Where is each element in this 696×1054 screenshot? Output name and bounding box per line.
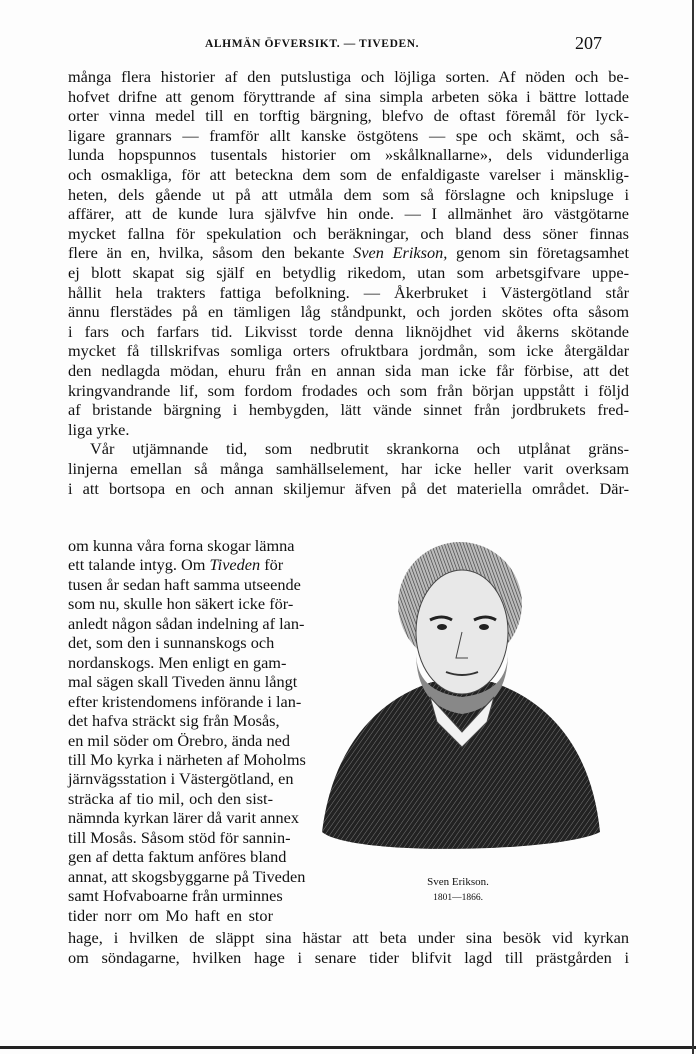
text-line — [68, 866, 306, 886]
page-edge-right — [692, 0, 694, 1054]
text-line — [68, 808, 299, 828]
text-line — [68, 749, 306, 769]
text-line — [68, 847, 287, 867]
line-text: många flera historier af den putslustiga och löjliga sorten. Af nöden och be- — [68, 67, 629, 86]
line-text: orter vinna medel till en torftig bärgning, blefvo de oftast föremål för lyck- — [68, 106, 629, 126]
text-line — [68, 574, 301, 594]
italic-name: Sven Erikson, — [353, 243, 448, 263]
text-line — [68, 439, 629, 458]
text-line — [68, 400, 629, 419]
line-text: Vår utjämnande tid, som nedbrutit skrankorna och utplånat gräns- — [90, 439, 629, 459]
line-text: järnvägsstation i Västergötland, en — [68, 769, 294, 789]
line-text: linjerna emellan så många samhällselement, har icke heller varit overksam — [68, 459, 629, 478]
line-text: flere än en, hvilka, såsom den bekante — [68, 243, 354, 263]
text-line — [68, 536, 295, 555]
text-line — [68, 789, 273, 808]
text-line — [68, 672, 298, 692]
line-text: det, som den i sunnanskogs och — [68, 633, 275, 653]
line-text: en mil söder om Örebro, ända ned — [68, 730, 290, 750]
text-line — [68, 145, 629, 164]
text-line — [68, 165, 629, 184]
portrait-engraving — [312, 532, 604, 867]
text-line — [68, 459, 629, 478]
line-text: den nedlagda mödan, ehuru från en annan sida man icke får förbise, att det — [68, 361, 629, 380]
text-line — [68, 420, 629, 439]
line-text: kringvandrande lif, som fordom frodades och som från början uppstått i följd — [68, 380, 629, 400]
line-text: hofvet drifne att genom föryttrande af sina simpla arbeten söka i bättre lottade — [68, 86, 629, 106]
text-line — [68, 67, 629, 86]
line-text: för — [260, 555, 284, 575]
line-text: lunda hopspunnos tusentals historier om »skålknallarne», dels vidunderliga — [68, 145, 629, 165]
text-line — [68, 283, 629, 302]
page-number: 207 — [575, 33, 602, 53]
line-text: efter kristendomens införande i lan- — [68, 691, 302, 711]
line-text: om söndagarne, hvilken hage i senare tider blifvit lagd till prästgården i — [68, 947, 629, 967]
line-text: tusen år sedan haft samma utseende — [68, 574, 301, 594]
line-text: till Mo kyrka i närheten af Moholms — [68, 749, 306, 769]
line-text: annat, att skogsbyggarne på Tiveden — [68, 866, 306, 886]
text-line — [68, 594, 294, 614]
text-line — [68, 204, 629, 223]
text-line — [68, 827, 291, 847]
line-text: anledt någon sådan indelning af lan- — [68, 613, 305, 633]
line-text: genom sin företagsamhet — [447, 243, 629, 263]
text-line — [68, 479, 629, 498]
line-text: samt Hofvaboarne från urminnes — [68, 886, 283, 906]
figure-caption-name: Sven Erikson. — [427, 876, 489, 888]
line-text: ännu flerstädes på en tämligen låg ståndpunkt, och jorden skötes ofta såsom — [68, 302, 629, 322]
text-line — [68, 106, 629, 125]
line-text: mal sägen skall Tiveden ännu långt — [68, 672, 298, 692]
line-text: affärer, att de kunde lura självfve hin onde. — I allmänhet äro västgötarne — [68, 204, 629, 224]
line-text: hållit hela trakters fattiga befolkning. — Åkerbruket i Västergötland står — [68, 282, 629, 302]
line-text: sträcka af tio mil, och den sist- — [68, 788, 273, 808]
text-line — [68, 361, 629, 380]
text-line — [68, 691, 302, 711]
line-text: mycket fallna för spekulation och beräkningar, och bland dess söner finnas — [68, 223, 629, 243]
text-line — [68, 381, 629, 400]
page-edge-bottom — [0, 1046, 696, 1049]
line-text: gen af detta faktum anföres bland — [68, 847, 287, 867]
text-line — [68, 263, 629, 282]
text-line — [68, 224, 629, 243]
line-text: hage, i hvilken de släppt sina hästar att beta under sina besök vid kyrkan — [68, 928, 629, 947]
line-text: mycket få tillskrifvas somliga orters ofruktbara jordmån, som icke återgäldar — [68, 341, 629, 361]
line-text: i fars och farfars tid. Likvisst torde denna liknöjdhet vid åkerns skötande — [68, 321, 629, 341]
line-text: som nu, skulle hon säkert icke för- — [68, 594, 294, 614]
running-head: ALHMÄN ÖFVERSIKT. — TIVEDEN. — [205, 38, 420, 50]
text-line — [68, 928, 629, 947]
line-text: i att bortsopa en och annan skiljemur äfven på det materiella området. Där- — [68, 478, 629, 498]
text-line — [68, 906, 273, 925]
text-line — [68, 633, 273, 652]
line-text: tider norr om Mo haft en stor — [68, 905, 273, 925]
text-line — [68, 302, 629, 321]
line-text: och osmakliga, för att beteckna dem som de enfaldigaste varelser i mänsklig- — [68, 165, 629, 184]
text-line — [68, 948, 629, 967]
text-line — [68, 730, 290, 750]
text-line — [68, 185, 629, 204]
line-text: heten, dels gående ut på att utmåla dem som så förslagne och knipsluge i — [68, 184, 629, 204]
text-line — [68, 126, 629, 145]
text-line — [68, 555, 284, 575]
line-text: ett talande intyg. Om — [68, 555, 210, 575]
text-line — [68, 341, 629, 360]
line-text: det hafva sträckt sig från Mosås, — [68, 711, 280, 731]
text-line — [68, 769, 294, 789]
text-line — [68, 652, 287, 672]
line-text: nordanskogs. Men enligt en gam- — [68, 652, 287, 672]
text-line — [68, 322, 629, 341]
line-text: om kunna våra forna skogar lämna — [68, 536, 295, 555]
line-text: ligare grannars — framför allt kanske östgötens — spe och skämt, och så- — [68, 125, 629, 145]
text-line — [68, 711, 280, 731]
italic-name: Tiveden — [209, 555, 261, 575]
figure-caption-years: 1801—1866. — [433, 893, 483, 903]
text-line — [68, 87, 629, 106]
text-line — [68, 243, 629, 262]
line-text: nämnda kyrkan lärer då varit annex — [68, 808, 299, 828]
line-text: till Mosås. Såsom stöd för sannin- — [68, 827, 291, 847]
text-line — [68, 613, 305, 633]
line-text: af bristande bärgning i hembygden, lätt vände sinnet från jordbrukets fred- — [68, 400, 629, 420]
line-text: ej blott skapat sig själf en betydlig rikedom, utan som arbetsgifvare uppe- — [68, 263, 629, 282]
text-line — [68, 886, 283, 906]
line-text: liga yrke. — [68, 419, 130, 439]
